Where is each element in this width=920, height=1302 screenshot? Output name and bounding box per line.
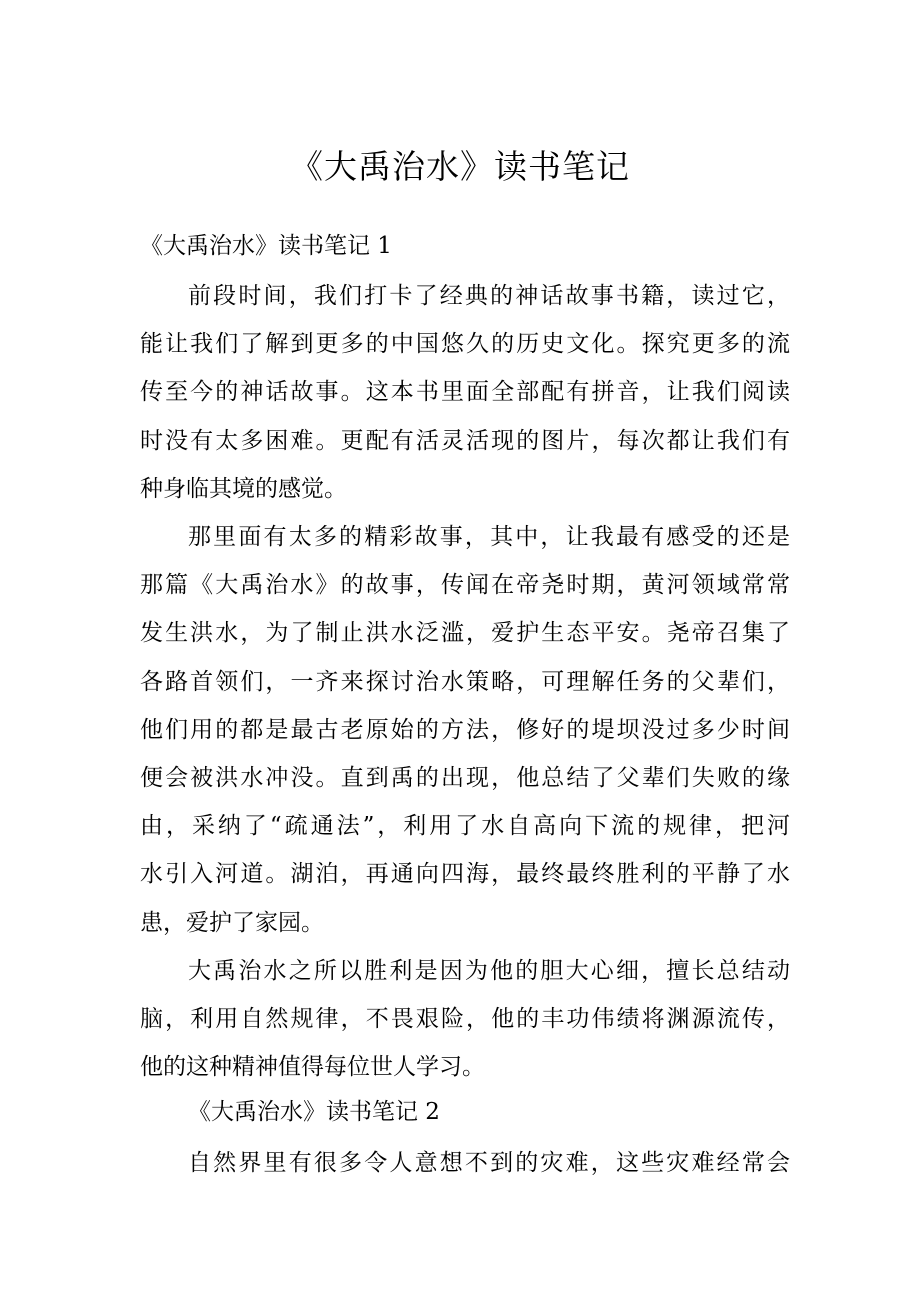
paragraph-line: 能让我们了解到更多的中国悠久的历史文化。探究更多的流 — [140, 331, 790, 358]
paragraph-line: 种身临其境的感觉。 — [140, 475, 347, 502]
paragraph-line: 他们用的都是最古老原始的方法，修好的堤坝没过多少时间 — [140, 716, 790, 743]
paragraph-line: 大禹治水之所以胜利是因为他的胆大心细，擅长总结动 — [188, 958, 790, 984]
paragraph-line: 前段时间，我们打卡了经典的神话故事书籍，读过它， — [188, 283, 790, 309]
document-title: 《大禹治水》读书笔记 — [290, 147, 630, 186]
paragraph-line: 时没有太多困难。更配有活灵活现的图片，每次都让我们有 — [140, 427, 790, 454]
paragraph-2 — [140, 513, 790, 947]
paragraph-line: 发生洪水，为了制止洪水泛滥，爱护生态平安。尧帝召集了 — [140, 620, 790, 647]
paragraph-line: 脑，利用自然规律，不畏艰险，他的丰功伟绩将渊源流传， — [140, 1006, 790, 1033]
paragraph-3 — [140, 947, 790, 1092]
paragraph-line: 患，爱护了家园。 — [140, 909, 324, 936]
paragraph-line: 自然界里有很多令人意想不到的灾难，这些灾难经常会 — [188, 1150, 790, 1176]
paragraph-line: 传至今的神话故事。这本书里面全部配有拼音，让我们阅读 — [140, 379, 790, 406]
paragraph-line: 水引入河道。湖泊，再通向四海，最终最终胜利的平静了水 — [140, 861, 790, 888]
paragraph-4 — [140, 1139, 790, 1187]
paragraph-line: 便会被洪水冲没。直到禹的出现，他总结了父辈们失败的缘 — [140, 764, 790, 791]
paragraph-line: 那里面有太多的精彩故事，其中，让我最有感受的还是 — [188, 524, 790, 550]
paragraph-1 — [140, 272, 790, 513]
section-heading-2: 《大禹治水》读书笔记 2 — [188, 1099, 440, 1125]
section-heading-1: 《大禹治水》读书笔记 1 — [140, 233, 392, 259]
paragraph-line: 他的这种精神值得每位世人学习。 — [140, 1054, 485, 1081]
paragraph-line: 那篇《大禹治水》的故事，传闻在帝尧时期，黄河领域常常 — [140, 572, 790, 599]
paragraph-line: 由，采纳了“疏通法”，利用了水自高向下流的规律，把河 — [140, 813, 790, 840]
paragraph-line: 各路首领们，一齐来探讨治水策略，可理解任务的父辈们， — [140, 668, 790, 695]
